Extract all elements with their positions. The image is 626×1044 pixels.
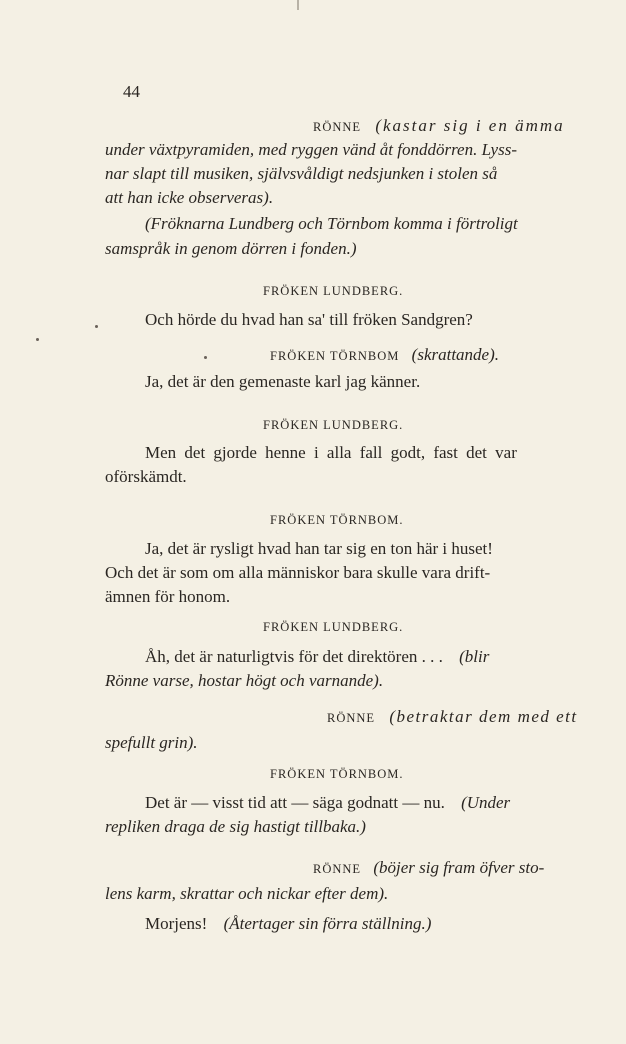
stage-direction: (skrattande). xyxy=(411,345,500,364)
paper-speck xyxy=(36,338,39,341)
dialogue-line xyxy=(145,912,431,937)
dialogue-line xyxy=(145,645,489,670)
speaker-line xyxy=(313,858,544,878)
paper-speck xyxy=(204,356,207,359)
stage-direction-line: samspråk in genom dörren i fonden.) xyxy=(105,239,357,258)
speaker-name: RÖNNE xyxy=(313,862,362,876)
speaker-line xyxy=(327,707,578,727)
dialogue-line: Och det är som om alla människor bara skulle vara drift- xyxy=(105,563,491,582)
speaker-name: RÖNNE xyxy=(327,711,376,725)
stage-direction-line: under växtpyramiden, med ryggen vänd åt fonddörren. Lyss- xyxy=(105,140,517,159)
speaker-line xyxy=(270,345,499,365)
speaker-name: FRÖKEN LUNDBERG. xyxy=(263,284,404,298)
stage-direction: (blir xyxy=(459,647,490,666)
stage-direction-line: lens karm, skrattar och nickar efter dem). xyxy=(105,884,389,903)
stage-direction: (Under xyxy=(461,793,511,812)
dialogue-line: ämnen för honom. xyxy=(105,587,231,606)
stage-direction: (kastar sig i en ämma xyxy=(375,116,565,135)
speaker-name: FRÖKEN TÖRNBOM. xyxy=(270,767,404,781)
stage-direction-line: Rönne varse, hostar högt och varnande). xyxy=(105,671,384,690)
stage-direction: (Återtager sin förra ställning.) xyxy=(223,914,432,933)
speaker-name: FRÖKEN LUNDBERG. xyxy=(263,620,404,634)
dialogue-line: Men det gjorde henne i alla fall godt, fast det var xyxy=(145,443,517,462)
top-edge-mark xyxy=(297,0,299,10)
dialogue-line: Ja, det är den gemenaste karl jag känner. xyxy=(145,372,421,391)
stage-direction-line: spefullt grin). xyxy=(105,733,198,752)
dialogue-text: Det är — visst tid att — säga godnatt — nu. xyxy=(145,793,445,812)
stage-direction-line: repliken draga de sig hastigt tillbaka.) xyxy=(105,817,366,836)
paper-speck xyxy=(95,325,98,328)
stage-direction-line: att han icke observeras). xyxy=(105,188,274,207)
dialogue-line: Ja, det är rysligt hvad han tar sig en ton här i huset! xyxy=(145,539,493,558)
speaker-name: FRÖKEN LUNDBERG. xyxy=(263,418,404,432)
stage-direction: (böjer sig fram öfver sto- xyxy=(373,858,545,877)
dialogue-text: Åh, det är naturligtvis för det direktören . . . xyxy=(145,647,443,666)
speaker-name: FRÖKEN TÖRNBOM xyxy=(270,349,400,363)
stage-direction-line: (Fröknarna Lundberg och Törnbom komma i förtroligt xyxy=(145,214,518,233)
stage-direction: (betraktar dem med ett xyxy=(389,707,578,726)
dialogue-line xyxy=(145,791,510,816)
dialogue-text: Morjens! xyxy=(145,914,208,933)
stage-direction-line: nar slapt till musiken, självsvåldigt nedsjunken i stolen så xyxy=(105,164,498,183)
stage-direction-line xyxy=(313,116,565,136)
page-number: 44 xyxy=(123,82,140,101)
dialogue-line: oförskämdt. xyxy=(105,467,187,486)
speaker-name: FRÖKEN TÖRNBOM. xyxy=(270,513,404,527)
speaker-name: RÖNNE xyxy=(313,120,362,134)
dialogue-line: Och hörde du hvad han sa' till fröken Sandgren? xyxy=(145,310,473,329)
